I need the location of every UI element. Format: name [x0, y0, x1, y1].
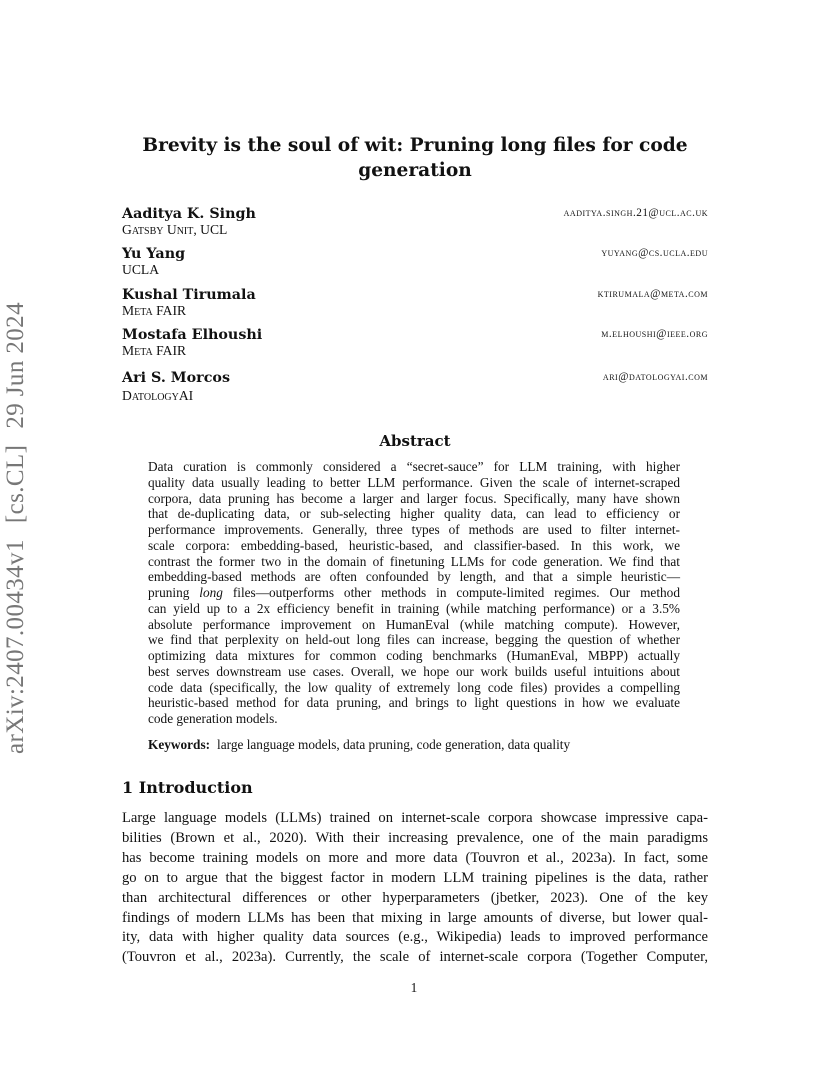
- abstract-line: best serves downstream use cases. Overall, we hope our work builds useful intuitions about: [148, 663, 680, 679]
- title-line-1: Brevity is the soul of wit: Pruning long files for code: [142, 135, 688, 156]
- author-email[interactable]: ktirumala@meta.com: [597, 288, 708, 300]
- abstract-line: we find that perplexity on held-out long files can increase, begging the question of whether: [148, 632, 680, 648]
- author-name: Ari S. Morcos: [122, 370, 230, 386]
- abstract-line: that de-duplicating data, or sub-selecting higher quality data, can lead to efficiency or: [148, 506, 680, 522]
- body-line: bilities (Brown et al., 2020). With their increasing prevalence, one of the main paradigms: [122, 829, 708, 846]
- author-affiliation: UCLA: [122, 262, 160, 277]
- abstract-line: code generation models.: [148, 711, 278, 726]
- abstract-line: code data (specifically, the low quality of extremely long code files) provides a compelling: [148, 679, 680, 695]
- author-email[interactable]: aaditya.singh.21@ucl.ac.uk: [563, 207, 708, 219]
- author-block: [122, 246, 708, 284]
- body-line: than architectural differences or other hyperparameters (jbetker, 2023). One of the key: [122, 889, 708, 906]
- body-line: (Touvron et al., 2023a). Currently, the scale of internet-scale corpora (Together Computer,: [122, 949, 708, 966]
- abstract-line: can yield up to a 2x efficiency benefit in training (while matching performance) or a 3.5%: [148, 600, 680, 616]
- author-affiliation: Meta FAIR: [122, 343, 187, 358]
- body-line: go on to argue that the biggest factor in modern LLM training pipelines is the data, rather: [122, 869, 708, 886]
- author-email[interactable]: m.elhoushi@ieee.org: [601, 328, 708, 340]
- arxiv-date: 29 Jun 2024: [2, 302, 29, 429]
- body-line: ity, data with higher quality data sources (e.g., Wikipedia) leads to improved performance: [122, 929, 708, 946]
- abstract-line: corpora, data pruning has become a larger and larger focus. Specifically, many have shown: [148, 490, 680, 506]
- author-block: [122, 287, 708, 325]
- abstract-line: Data curation is commonly considered a “secret-sauce” for LLM training, with higher: [148, 459, 680, 474]
- abstract-line: heuristic-based method for data pruning, and brings to light questions in how we evaluate: [148, 695, 680, 711]
- title-line-2: generation: [358, 160, 472, 181]
- arxiv-id: arXiv:2407.00434v1: [2, 539, 29, 754]
- page-number: 1: [410, 980, 418, 995]
- body-line: has become training models on more and more data (Touvron et al., 2023a). In fact, some: [122, 849, 708, 866]
- author-affiliation: Meta FAIR: [122, 303, 187, 318]
- emphasis-long: long: [199, 585, 223, 600]
- author-email[interactable]: yuyang@cs.ucla.edu: [601, 247, 708, 259]
- arxiv-category: [cs.CL]: [2, 444, 29, 524]
- author-block: [122, 206, 708, 244]
- author-name: Kushal Tirumala: [122, 287, 256, 303]
- author-name: Mostafa Elhoushi: [122, 327, 263, 343]
- author-affiliation: Gatsby Unit, UCL: [122, 222, 228, 237]
- author-block: [122, 370, 708, 408]
- keywords: [148, 737, 680, 753]
- author-name: Aaditya K. Singh: [122, 206, 256, 222]
- abstract-line: pruning long files—outperforms other methods in compute-limited regimes. Our method: [148, 585, 680, 600]
- abstract-line: absolute performance improvement on HumanEval (while matching compute). However,: [148, 616, 680, 632]
- arxiv-sidebar-stamp: [2, 302, 30, 754]
- body-line: findings of modern LLMs has been that mixing in large amounts of diverse, but lower qual-: [122, 909, 708, 926]
- keywords-text: large language models, data pruning, code generation, data quality: [217, 737, 571, 752]
- section-body: [122, 809, 708, 968]
- body-line: Large language models (LLMs) trained on internet-scale corpora showcase impressive capa-: [122, 810, 708, 826]
- section-heading: 1 Introduction: [122, 778, 253, 797]
- author-name: Yu Yang: [122, 246, 186, 262]
- abstract-body: [148, 459, 680, 727]
- author-email[interactable]: ari@datologyai.com: [602, 371, 708, 383]
- abstract-line: scale corpora: embedding-based, heuristic-based, and classifier-based. In this work, we: [148, 537, 680, 553]
- abstract-line: embedding-based methods are often confounded by length, and that a simple heuristic—: [148, 569, 680, 585]
- abstract-line: contrast the former two in the domain of finetuning LLMs for code generation. We find that: [148, 553, 680, 569]
- keywords-label: Keywords:: [148, 737, 211, 752]
- abstract-line: performance improvements. Generally, three types of methods are used to filter internet-: [148, 522, 680, 537]
- author-affiliation: DatologyAI: [122, 388, 194, 403]
- paper-title: [120, 133, 710, 183]
- abstract-heading: Abstract: [379, 432, 451, 450]
- author-block: [122, 327, 708, 365]
- abstract-line: quality data usually leading to better LLM performance. Given the scale of internet-scraped: [148, 474, 680, 490]
- abstract-line: optimizing data mixtures for common coding benchmarks (HumanEval, MBPP) actually: [148, 648, 680, 663]
